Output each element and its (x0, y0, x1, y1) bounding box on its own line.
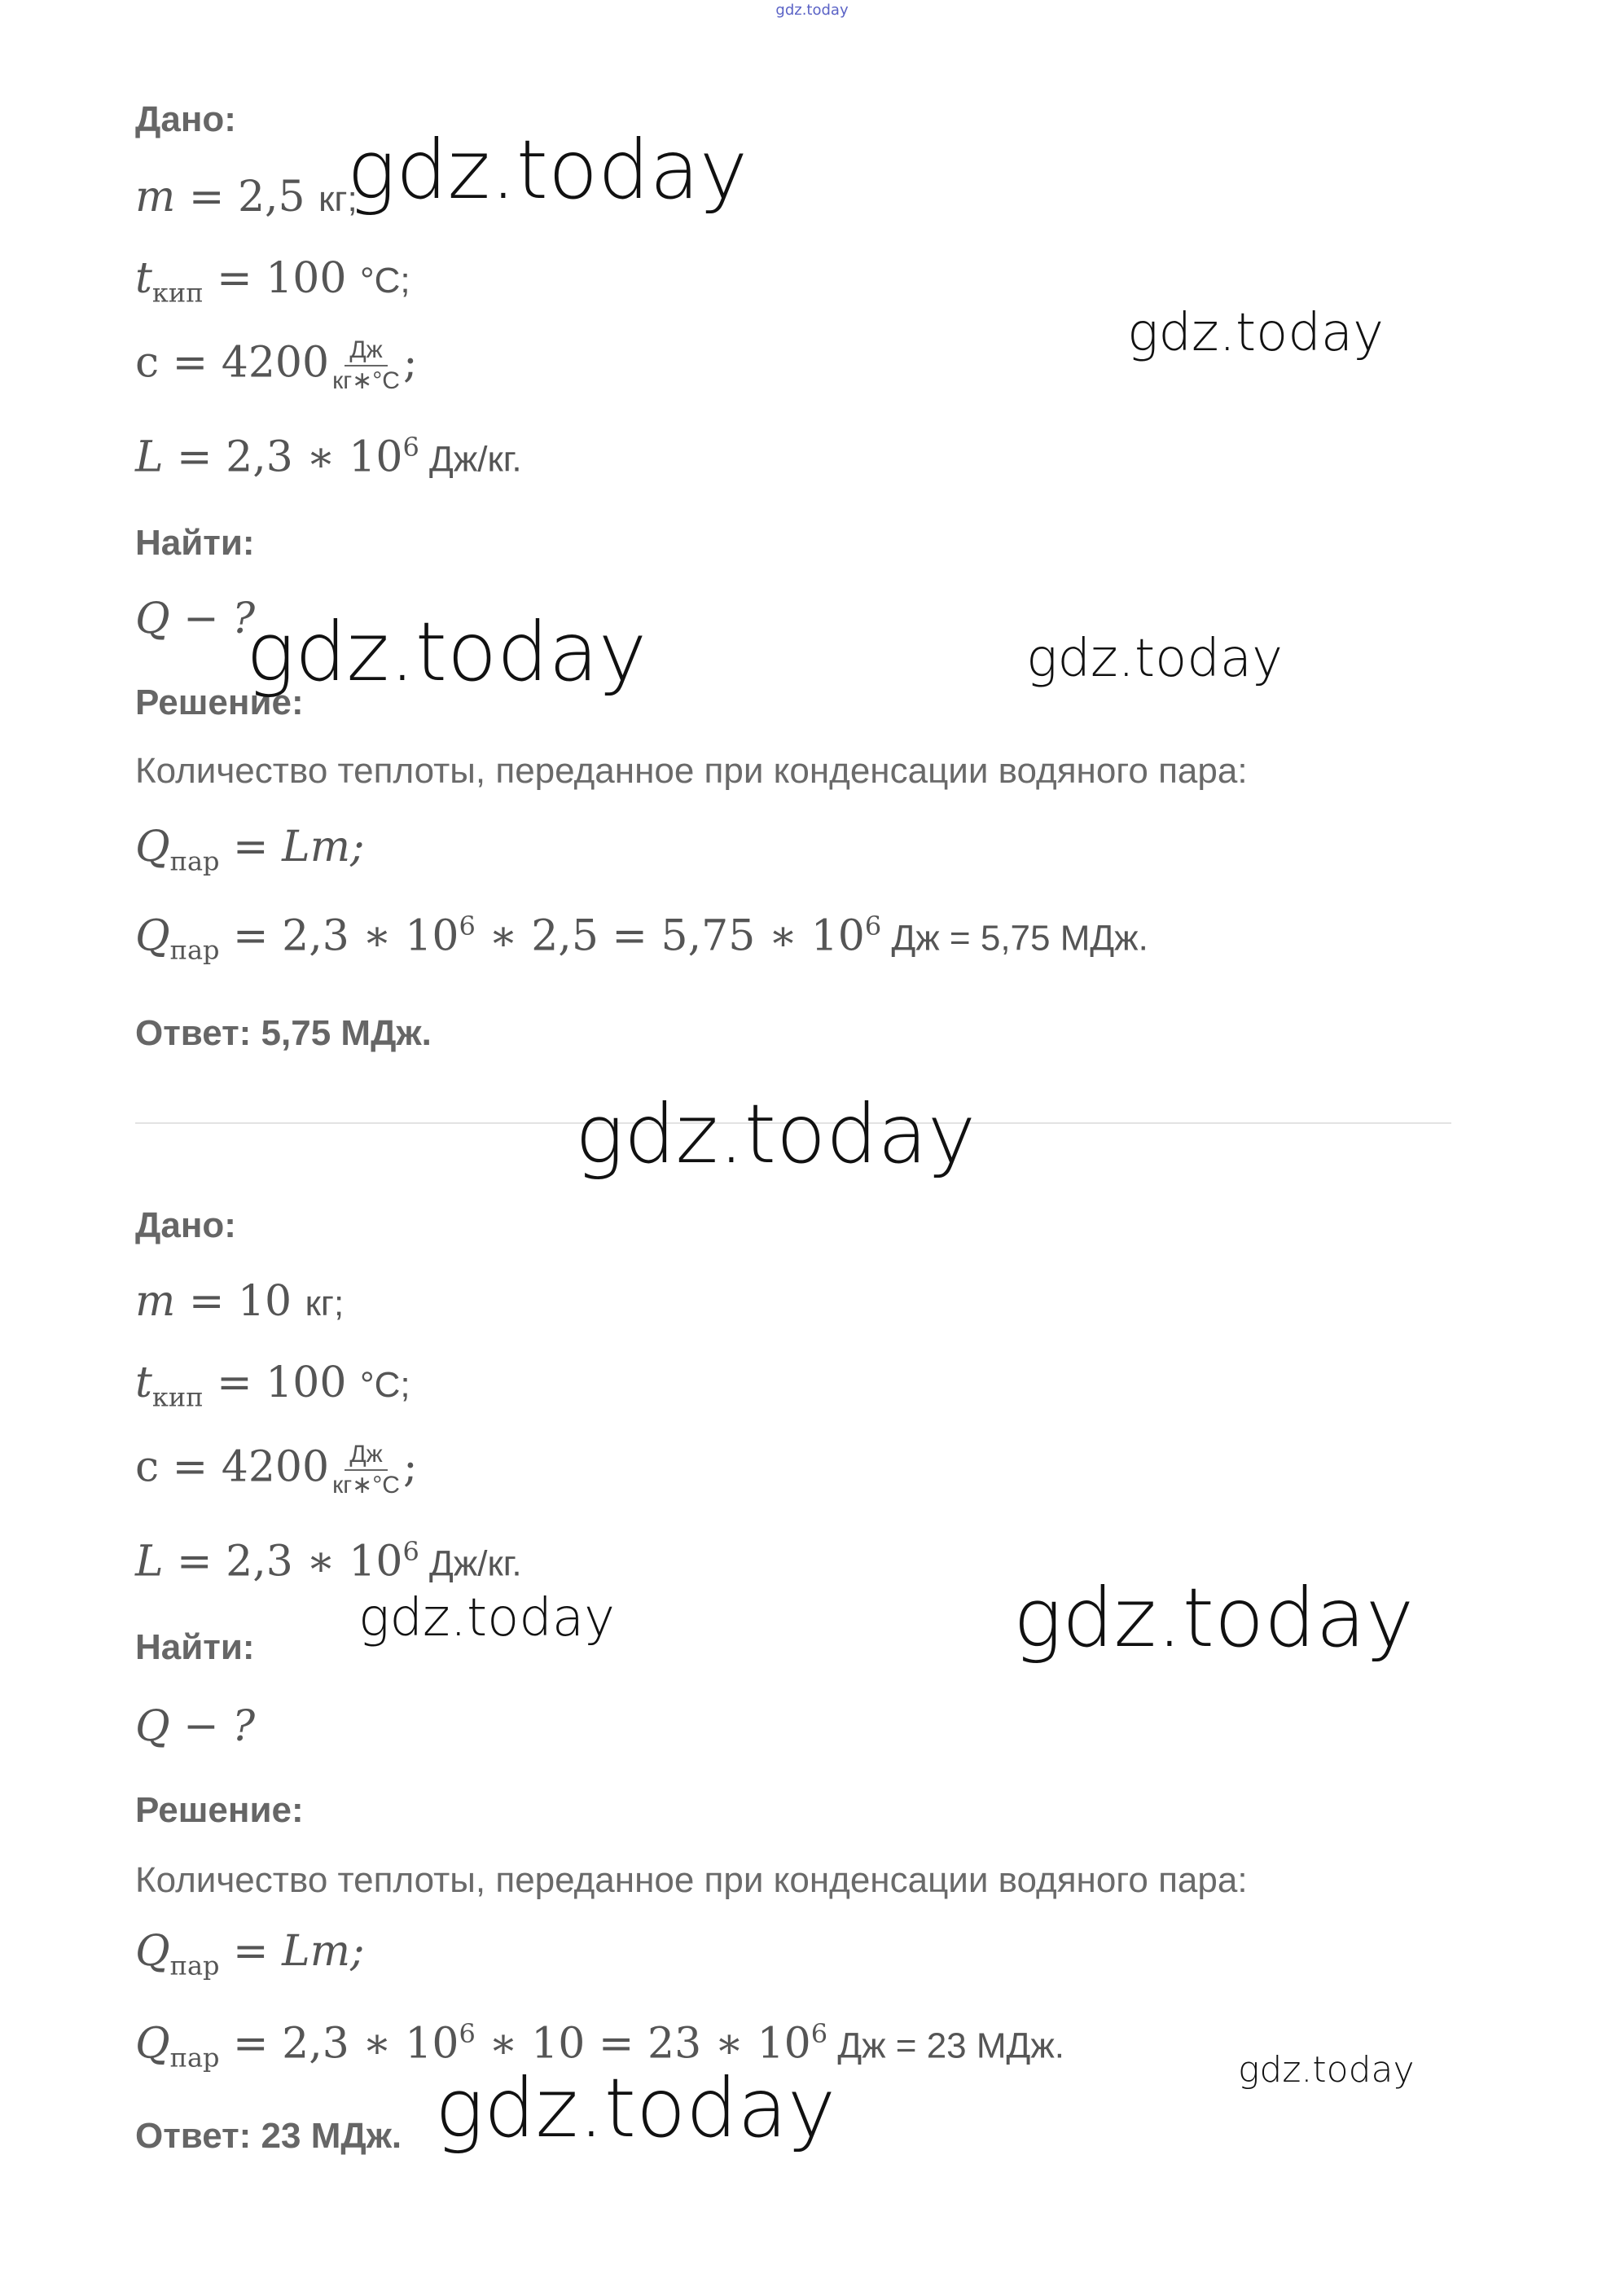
given-mass (135, 173, 358, 222)
given-latent-heat (135, 432, 522, 481)
temp-unit: °C; (359, 1365, 410, 1405)
temp-symbol: t (135, 1358, 152, 1407)
watermark: gdz.today (575, 1086, 977, 1182)
watermark: gdz.today (1238, 2049, 1415, 2091)
answer: Ответ: 5,75 МДж. (135, 1013, 432, 1053)
latent-unit: Дж/кг. (419, 439, 522, 480)
heat-end: ; (402, 1442, 418, 1492)
find-expression: Q − ? (135, 595, 256, 643)
formula-general (135, 823, 365, 876)
latent-exponent: 6 (402, 1536, 419, 1567)
calc-exponent-2: 6 (864, 911, 882, 941)
mass-value: = 2,5 (175, 173, 319, 222)
calc-part-b: ∗ 2,5 = 5,75 ∗ 10 (475, 911, 865, 961)
calc-exponent-1: 6 (459, 911, 476, 941)
calc-unit: Дж = 5,75 МДж. (881, 918, 1148, 959)
formula-q-symbol: Q (135, 823, 170, 871)
mass-symbol: m (135, 173, 176, 222)
formula-general (135, 1927, 365, 1981)
temp-symbol: t (135, 254, 152, 303)
watermark: gdz.today (1127, 303, 1384, 363)
watermark: gdz.today (1013, 1570, 1415, 1666)
watermark: gdz.today (347, 122, 748, 217)
mass-value: = 10 (175, 1277, 305, 1326)
heat-unit-fraction (332, 336, 400, 396)
calc-part-a: = 2,3 ∗ 10 (219, 2019, 459, 2069)
mass-unit: кг; (318, 179, 358, 219)
latent-value: = 2,3 ∗ 10 (163, 1537, 403, 1587)
heat-unit-numerator: Дж (345, 336, 387, 366)
calc-exponent-2: 6 (810, 2018, 828, 2049)
given-label: Дано: (135, 99, 236, 139)
watermark: gdz.today (358, 1588, 615, 1648)
latent-exponent: 6 (402, 432, 419, 463)
heat-symbol: c (135, 338, 160, 388)
find-label: Найти: (135, 1627, 255, 1667)
calc-exponent-1: 6 (459, 2018, 476, 2049)
latent-unit: Дж/кг. (419, 1543, 522, 1584)
temp-value: = 100 (203, 254, 360, 303)
solution-text: Количество теплоты, переданное при конденсации водяного пара: (135, 1860, 1248, 1900)
watermark: gdz.today (246, 604, 647, 700)
solution-label: Решение: (135, 682, 304, 722)
calc-part-b: ∗ 10 = 23 ∗ 10 (475, 2019, 811, 2069)
calc-q-symbol: Q (135, 911, 170, 961)
heat-unit-numerator: Дж (345, 1440, 387, 1471)
heat-value: = 4200 (159, 1442, 330, 1492)
given-boiling-temperature (135, 254, 410, 308)
heat-unit-denominator: кг∗°C (332, 367, 400, 394)
given-latent-heat (135, 1536, 522, 1586)
given-specific-heat (135, 1440, 418, 1500)
given-boiling-temperature (135, 1358, 410, 1412)
heat-end: ; (402, 338, 418, 388)
temp-value: = 100 (203, 1358, 360, 1407)
watermark: gdz.today (1026, 629, 1283, 689)
find-label: Найти: (135, 523, 255, 563)
latent-value: = 2,3 ∗ 10 (163, 432, 403, 482)
heat-unit-denominator: кг∗°C (332, 1472, 400, 1499)
calc-unit: Дж = 23 МДж. (827, 2025, 1064, 2066)
temp-unit: °C; (359, 261, 410, 301)
heat-symbol: c (135, 1442, 160, 1492)
calc-q-symbol: Q (135, 2019, 170, 2069)
formula-calculation (135, 911, 1148, 966)
given-label: Дано: (135, 1205, 236, 1245)
calc-part-a: = 2,3 ∗ 10 (219, 911, 459, 961)
calc-q-subscript: пар (169, 2042, 220, 2074)
heat-value: = 4200 (159, 338, 330, 388)
latent-symbol: L (135, 432, 164, 482)
formula-rest: = Lm; (219, 1927, 365, 1976)
mass-symbol: m (135, 1277, 176, 1326)
temp-subscript: кип (151, 1381, 204, 1413)
temp-subscript: кип (151, 277, 204, 309)
latent-symbol: L (135, 1537, 164, 1587)
given-specific-heat (135, 336, 418, 396)
formula-rest: = Lm; (219, 823, 365, 871)
heat-unit-fraction (332, 1440, 400, 1500)
mass-unit: кг; (305, 1284, 345, 1323)
top-watermark: gdz.today (775, 2, 849, 19)
formula-q-subscript: пар (169, 845, 220, 877)
formula-q-subscript: пар (169, 1950, 220, 1982)
formula-q-symbol: Q (135, 1927, 170, 1976)
given-mass (135, 1277, 344, 1326)
find-expression: Q − ? (135, 1702, 256, 1751)
watermark: gdz.today (435, 2061, 836, 2156)
solution-text: Количество теплоты, переданное при конденсации водяного пара: (135, 751, 1248, 791)
calc-q-subscript: пар (169, 934, 220, 966)
answer: Ответ: 23 МДж. (135, 2116, 402, 2156)
solution-label: Решение: (135, 1790, 304, 1830)
